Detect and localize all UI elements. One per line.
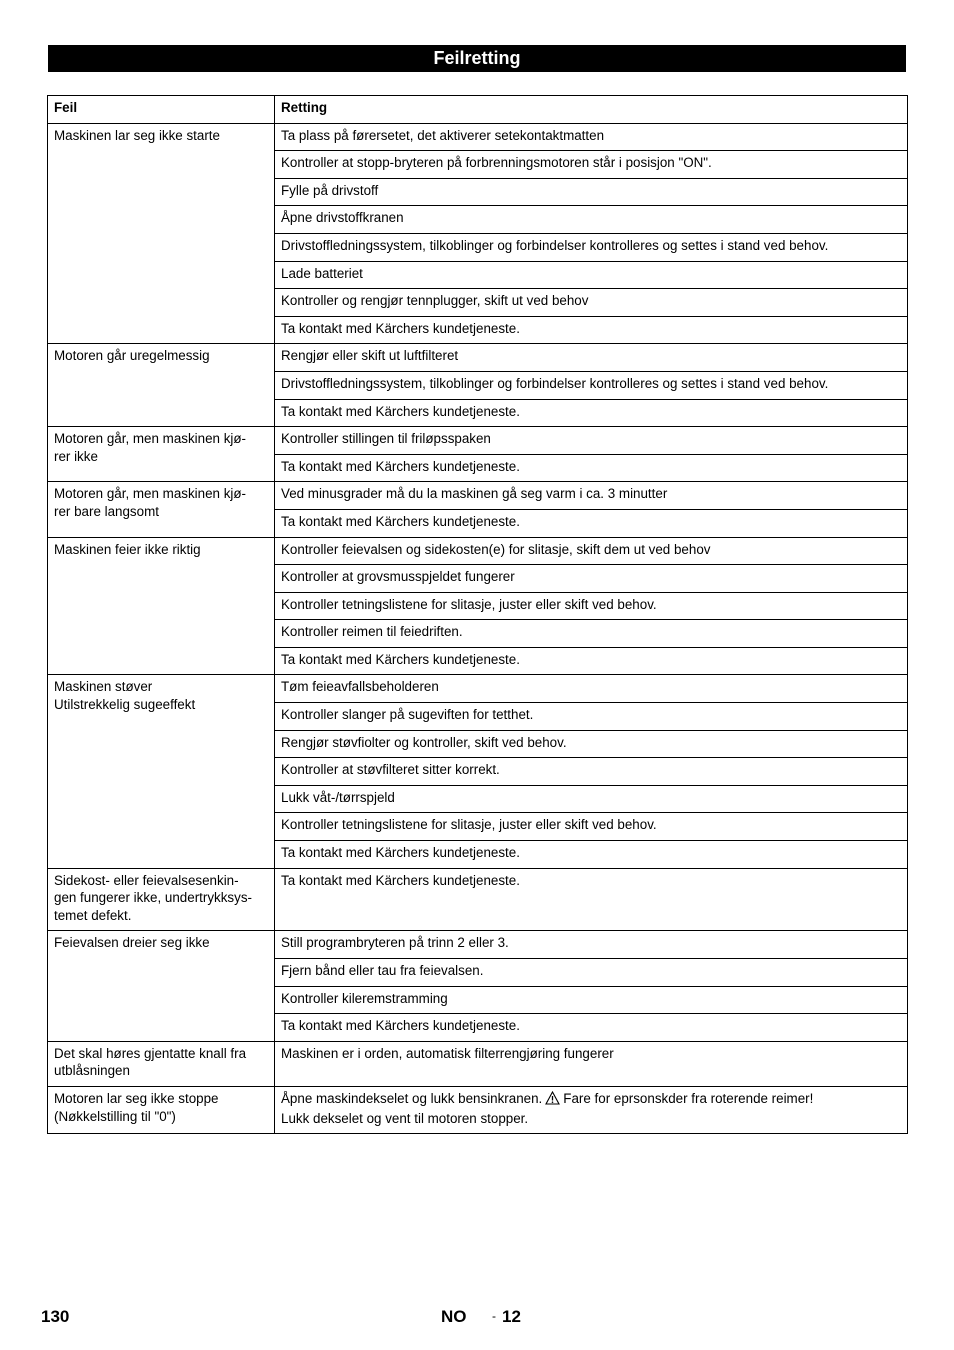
remedy-cell: Rengjør støvfiolter og kontroller, skift ved behov. bbox=[275, 730, 908, 758]
remedy-text: Åpne maskindekselet og lukk bensinkranen. bbox=[281, 1090, 543, 1106]
remedy-cell: Kontroller at stopp-bryteren på forbrenningsmotoren står i posisjon "ON". bbox=[275, 151, 908, 179]
remedy-cell: Lade batteriet bbox=[275, 261, 908, 289]
remedy-cell: Ved minusgrader må du la maskinen gå seg varm i ca. 3 minutter bbox=[275, 482, 908, 510]
remedy-cell: Kontroller tetningslistene for slitasje, juster eller skift ved behov. bbox=[275, 592, 908, 620]
remedy-cell: Ta kontakt med Kärchers kundetjeneste. bbox=[275, 454, 908, 482]
remedy-cell: Kontroller feievalsen og sidekosten(e) for slitasje, skift dem ut ved behov bbox=[275, 537, 908, 565]
remedy-cell: Lukk våt-/tørrspjeld bbox=[275, 785, 908, 813]
remedy-cell: Kontroller tetningslistene for slitasje, juster eller skift ved behov. bbox=[275, 813, 908, 841]
remedy-cell: Kontroller slanger på sugeviften for tetthet. bbox=[275, 703, 908, 731]
table-body bbox=[48, 123, 908, 1134]
remedy-cell: Tøm feieavfallsbeholderen bbox=[275, 675, 908, 703]
remedy-cell: Ta kontakt med Kärchers kundetjeneste. bbox=[275, 841, 908, 869]
fault-cell: Maskinen feier ikke riktig bbox=[48, 537, 275, 675]
fault-cell: Feievalsen dreier seg ikke bbox=[48, 931, 275, 1041]
table-row bbox=[48, 868, 908, 931]
table-row bbox=[48, 344, 908, 372]
table-row bbox=[48, 482, 908, 510]
remedy-cell: Kontroller og rengjør tennplugger, skift ut ved behov bbox=[275, 289, 908, 317]
fault-cell: Motoren går, men maskinen kjø- rer bare langsomt bbox=[48, 482, 275, 537]
remedy-cell: Rengjør eller skift ut luftfilteret bbox=[275, 344, 908, 372]
fault-cell: Det skal høres gjentatte knall fra utblåsningen bbox=[48, 1041, 275, 1086]
sub-page-number: 12 bbox=[502, 1307, 521, 1326]
language-code: NO bbox=[441, 1307, 467, 1326]
remedy-cell: Ta kontakt med Kärchers kundetjeneste. bbox=[275, 399, 908, 427]
fault-cell: Maskinen lar seg ikke starte bbox=[48, 123, 275, 344]
troubleshooting-table bbox=[47, 95, 908, 1134]
remedy-cell: Fylle på drivstoff bbox=[275, 178, 908, 206]
remedy-cell: Maskinen er i orden, automatisk filterrengjøring fungerer bbox=[275, 1041, 908, 1086]
table-row bbox=[48, 123, 908, 151]
page-number: 130 bbox=[41, 1307, 70, 1326]
remedy-cell: Kontroller at støvfilteret sitter korrekt. bbox=[275, 758, 908, 786]
column-header-fault: Feil bbox=[48, 96, 275, 124]
fault-cell: Sidekost- eller feievalsesenkin- gen fungerer ikke, undertrykksys- temet defekt. bbox=[48, 868, 275, 931]
remedy-cell: Drivstoffledningssystem, tilkoblinger og forbindelser kontrolleres og settes i stand ved behov. bbox=[275, 371, 908, 399]
remedy-text-line2: Lukk dekselet og vent til motoren stopper. bbox=[281, 1110, 529, 1126]
remedy-cell: Ta kontakt med Kärchers kundetjeneste. bbox=[275, 316, 908, 344]
table-header-row bbox=[48, 96, 908, 124]
remedy-cell bbox=[275, 1086, 908, 1133]
table-row bbox=[48, 1041, 908, 1086]
warning-triangle-icon bbox=[545, 1091, 560, 1110]
remedy-cell: Ta plass på førersetet, det aktiverer setekontaktmatten bbox=[275, 123, 908, 151]
fault-cell: Maskinen støver Utilstrekkelig sugeeffekt bbox=[48, 675, 275, 868]
fault-cell: Motoren lar seg ikke stoppe (Nøkkelstilling til "0") bbox=[48, 1086, 275, 1133]
remedy-cell: Ta kontakt med Kärchers kundetjeneste. bbox=[275, 509, 908, 537]
remedy-cell: Ta kontakt med Kärchers kundetjeneste. bbox=[275, 868, 908, 931]
remedy-cell: Ta kontakt med Kärchers kundetjeneste. bbox=[275, 647, 908, 675]
table-row-last bbox=[48, 1086, 908, 1133]
remedy-text-warning: Fare for eprsonskder fra roterende reimer! bbox=[563, 1090, 814, 1106]
remedy-cell: Åpne drivstoffkranen bbox=[275, 206, 908, 234]
table-row bbox=[48, 931, 908, 959]
remedy-cell: Kontroller stillingen til friløpsspaken bbox=[275, 427, 908, 455]
section-title: Feilretting bbox=[48, 45, 906, 72]
remedy-cell: Ta kontakt med Kärchers kundetjeneste. bbox=[275, 1014, 908, 1042]
column-header-remedy: Retting bbox=[275, 96, 908, 124]
remedy-cell: Kontroller reimen til feiedriften. bbox=[275, 620, 908, 648]
remedy-cell: Still programbryteren på trinn 2 eller 3. bbox=[275, 931, 908, 959]
remedy-cell: Kontroller kileremstramming bbox=[275, 986, 908, 1014]
footer-separator: - bbox=[492, 1309, 496, 1323]
table-row bbox=[48, 427, 908, 455]
remedy-cell: Fjern bånd eller tau fra feievalsen. bbox=[275, 959, 908, 987]
table-row bbox=[48, 537, 908, 565]
fault-cell: Motoren går uregelmessig bbox=[48, 344, 275, 427]
table-row bbox=[48, 675, 908, 703]
remedy-cell: Drivstoffledningssystem, tilkoblinger og forbindelser kontrolleres og settes i stand ved behov. bbox=[275, 233, 908, 261]
remedy-cell: Kontroller at grovsmusspjeldet fungerer bbox=[275, 565, 908, 593]
fault-cell: Motoren går, men maskinen kjø- rer ikke bbox=[48, 427, 275, 482]
